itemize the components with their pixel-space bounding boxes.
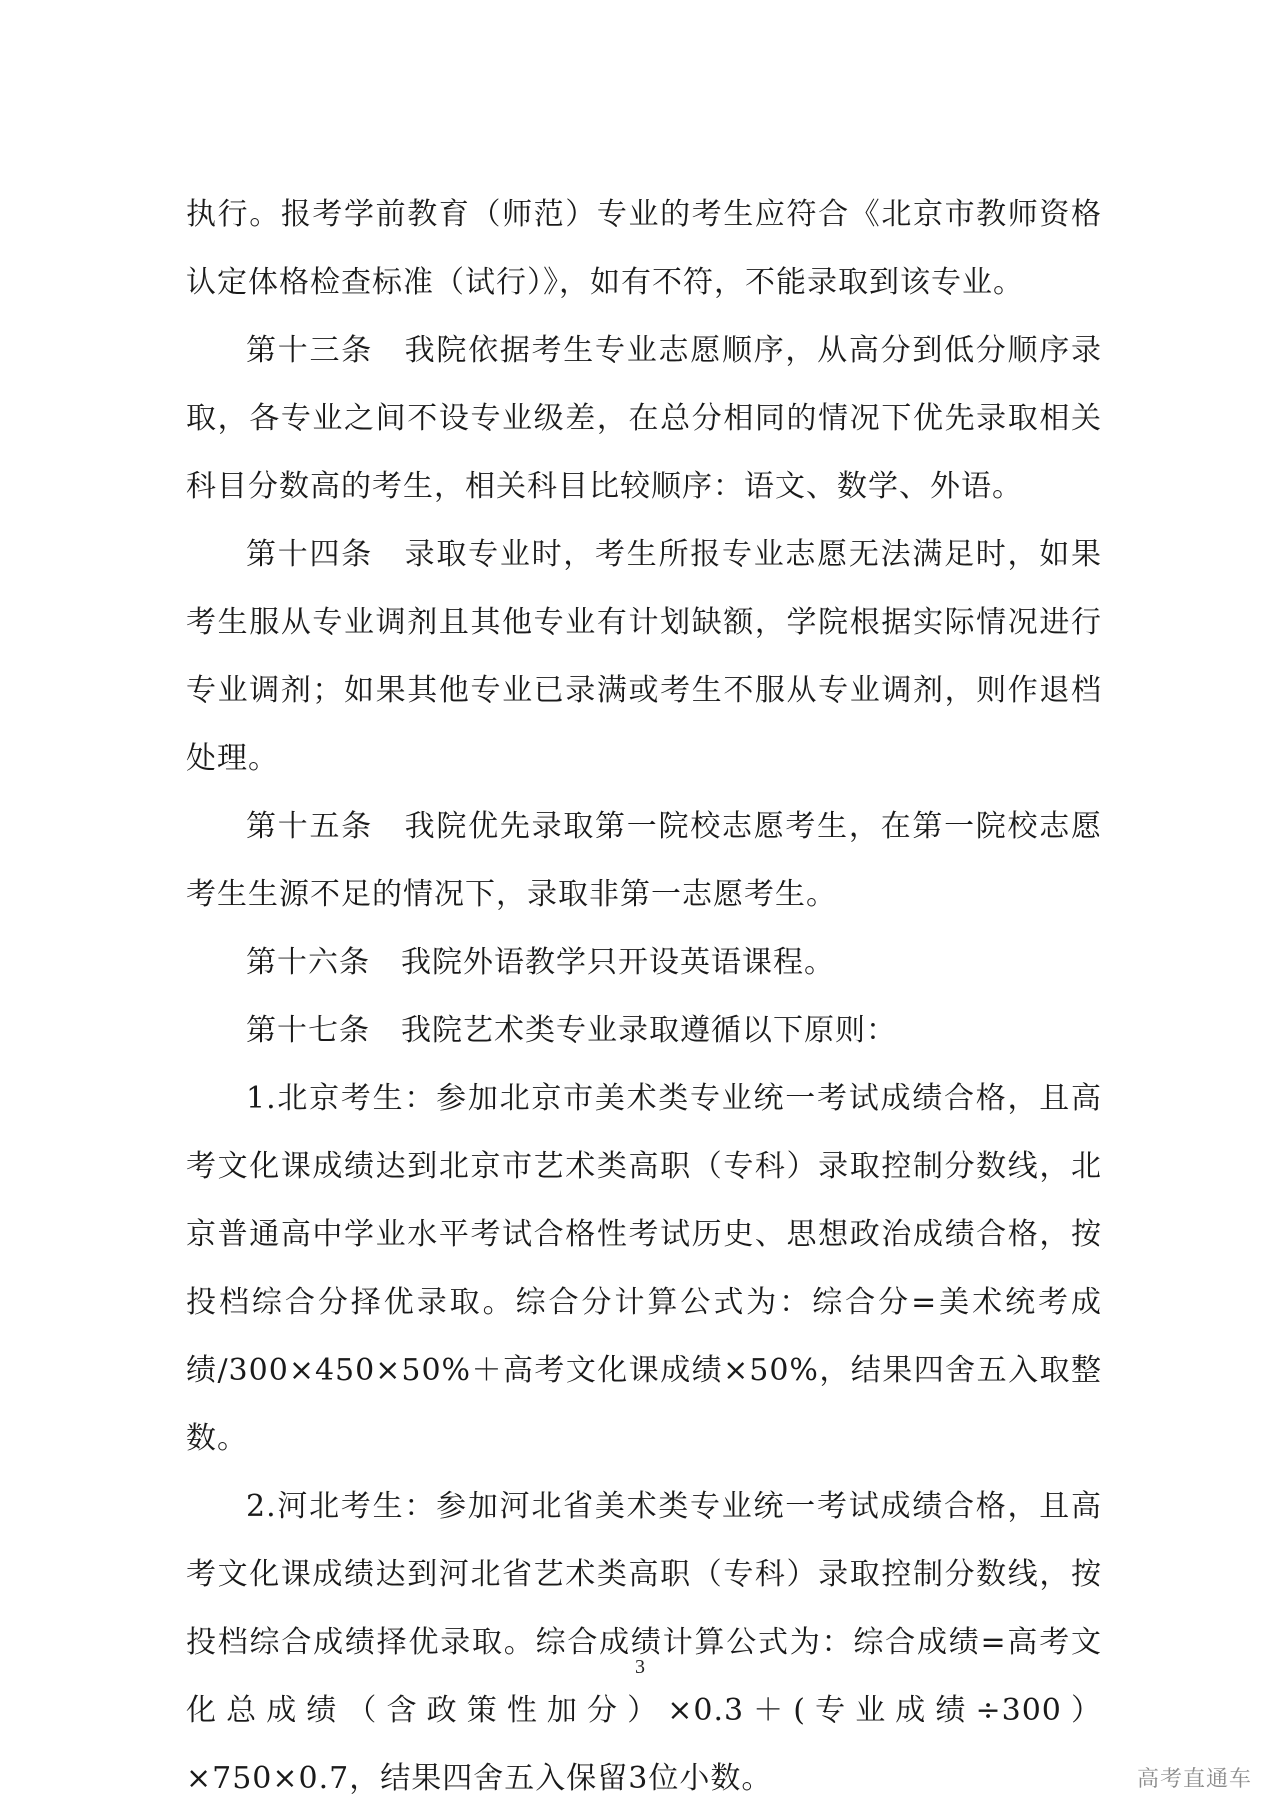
paragraph-continuation: 执行。报考学前教育（师范）专业的考生应符合《北京市教师资格认定体格检查标准（试行）》，如有不符，不能录取到该专业。: [186, 197, 1102, 300]
paragraph-article-13: 第十三条 我院依据考生专业志愿顺序，从高分到低分顺序录取，各专业之间不设专业级差，在总分相同的情况下优先录取相关科目分数高的考生，相关科目比较顺序：语文、数学、外语。: [186, 333, 1102, 504]
watermark-text: 高考直通车: [1136, 1767, 1252, 1792]
paragraph-article-17: 第十七条 我院艺术类专业录取遵循以下原则：: [246, 1013, 897, 1048]
body-text: [186, 181, 1102, 1813]
paragraph-beijing-rule: 1.北京考生：参加北京市美术类专业统一考试成绩合格，且高考文化课成绩达到北京市艺术类高职（专科）录取控制分数线，北京普通高中学业水平考试合格性考试历史、思想政治成绩合格，按投档综合分择优录取。综合分计算公式为：综合分=美术统考成绩/300×450×50%＋高考文化课成绩×50%，结果四舍五入取整数。: [186, 1081, 1102, 1456]
paragraph-article-14: 第十四条 录取专业时，考生所报专业志愿无法满足时，如果考生服从专业调剂且其他专业有计划缺额，学院根据实际情况进行专业调剂；如果其他专业已录满或考生不服从专业调剂，则作退档处理。: [186, 537, 1102, 776]
page-number: 3: [635, 1656, 645, 1678]
paragraph-hebei-rule: 2.河北考生：参加河北省美术类专业统一考试成绩合格，且高考文化课成绩达到河北省艺术类高职（专科）录取控制分数线，按投档综合成绩择优录取。综合成绩计算公式为：综合成绩=高考文化总成绩（含政策性加分）×0.3＋(专业成绩÷300）×750×0.7，结果四舍五入保留3位小数。: [186, 1489, 1102, 1796]
paragraph-article-16: 第十六条 我院外语教学只开设英语课程。: [246, 945, 835, 980]
paragraph-article-15: 第十五条 我院优先录取第一院校志愿考生，在第一院校志愿考生生源不足的情况下，录取非第一志愿考生。: [186, 809, 1102, 912]
